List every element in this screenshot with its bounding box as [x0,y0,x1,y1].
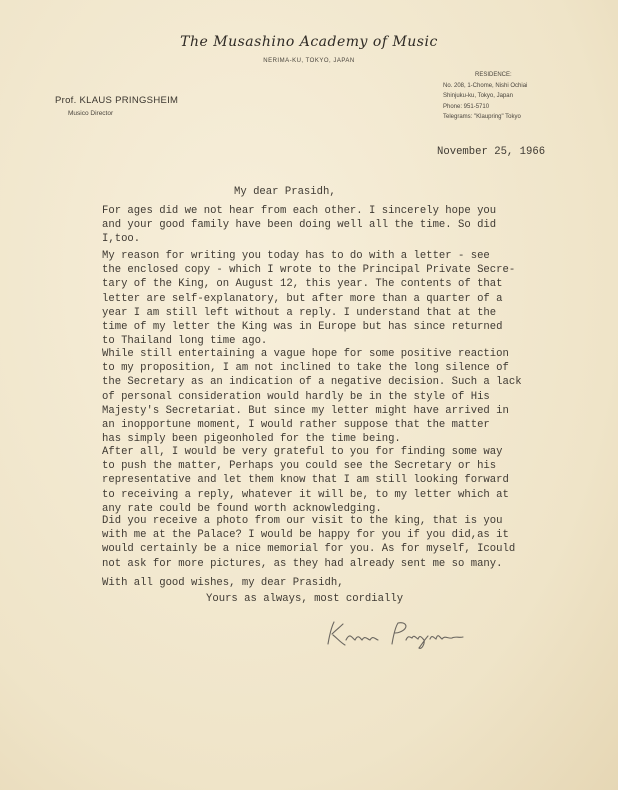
sign-off: Yours as always, most cordially [206,593,404,605]
text-line: Majesty's Secretariat. But since my letter might have arrived in [102,404,509,417]
paragraph-5 [102,514,572,571]
handwritten-signature [322,618,472,652]
paragraph-1 [102,204,572,247]
residence-line: Telegrams: "Klaupring" Tokyo [443,114,521,120]
text-line: the Secretary as an indication of a negative decision. Such a lack [102,376,522,389]
text-line: year I am still left without a reply. I understand that at the [102,306,497,319]
text-line: My reason for writing you today has to do with a letter - see [102,250,490,262]
text-line: After all, I would be very grateful to you for finding some way [102,446,503,458]
text-line: has simply been pigeonholed for the time being. [102,433,401,446]
text-line: For ages did we not hear from each other. I sincerely hope you [102,205,497,217]
residence-heading: RESIDENCE: [475,72,512,78]
sender-title: Musico Director [68,110,114,117]
closing-line: With all good wishes, my dear Prasidh, [102,577,344,589]
sender-name: Prof. KLAUS PRINGSHEIM [55,95,179,106]
text-line: would certainly be a nice memorial for you. As for myself, Icould [102,543,516,556]
paragraph-2 [102,249,572,348]
text-line: While still entertaining a vague hope for some positive reaction [102,348,509,360]
salutation: My dear Prasidh, [234,186,336,198]
text-line: and your good family have been doing well all the time. So did [102,219,497,232]
text-line: any rate could be found worth acknowledging. [102,502,382,515]
letterhead-institution: The Musashino Academy of Music [180,34,438,50]
text-line: the enclosed copy - which I wrote to the Principal Private Secre- [102,264,516,277]
text-line: tary of the King, on August 12, this year. The contents of that [102,278,503,291]
text-line: with me at the Palace? I would be happy for you if you did,as it [102,529,509,542]
residence-line: Shinjuku-ku, Tokyo, Japan [443,93,513,99]
residence-line: No. 208, 1-Chome, Nishi Ochiai [443,82,528,89]
text-line: to my proposition, I am not inclined to take the long silence of [102,362,509,375]
text-line: an inopportune moment, I would rather suppose that the matter [102,418,490,431]
text-line: letter are self-explanatory, but after more than a quarter of a [102,292,503,305]
letter-date: November 25, 1966 [437,146,546,158]
residence-block [443,70,573,123]
text-line: not ask for more pictures, as they had already sent me so many. [102,557,503,570]
text-line: to Thailand long time ago. [102,335,268,348]
text-line: representative and let them know that I am still looking forward [102,474,509,487]
paragraph-4 [102,445,572,516]
text-line: of personal consideration would hardly be in the style of His [102,390,490,403]
text-line: Did you receive a photo from our visit to the king, that is you [102,515,503,527]
residence-line: Phone: 951-5710 [443,103,490,110]
paragraph-3 [102,347,572,446]
text-line: I,too. [102,233,141,246]
text-line: time of my letter the King was in Europe but has since returned [102,320,503,333]
letterhead-address: NERIMA-KU, TOKYO, JAPAN [263,58,355,64]
text-line: to push the matter, Perhaps you could see the Secretary or his [102,460,497,473]
text-line: to receiving a reply, whatever it will be, to my letter which at [102,488,509,501]
